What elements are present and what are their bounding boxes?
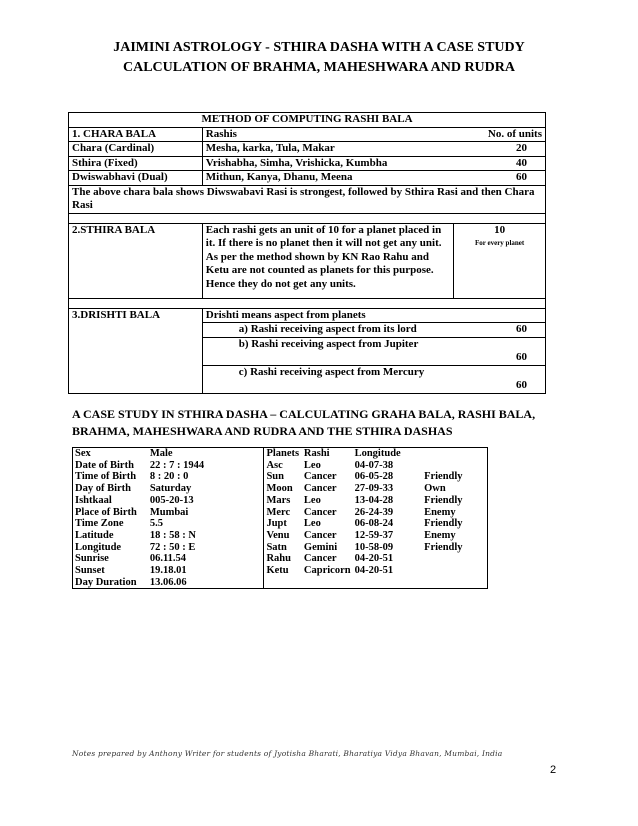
rashi-units: 20 (454, 142, 546, 157)
table-row (73, 460, 488, 472)
table-row (69, 298, 546, 308)
planet-name: Mars (264, 495, 302, 507)
planet-longitude: 04-20-51 (354, 565, 394, 577)
planets-header: Planets (264, 448, 302, 460)
table-row (73, 530, 488, 542)
birth-key: Longitude (75, 541, 122, 553)
birth-value: 005-20-13 (149, 494, 194, 506)
table-row (69, 156, 546, 171)
drishti-bala-intro: Drishti means aspect from planets (202, 308, 545, 323)
planet-longitude: 12-59-37 (354, 529, 394, 541)
sthira-bala-label: 2.STHIRA BALA (69, 223, 203, 298)
planet-longitude: 06-05-28 (354, 471, 394, 483)
table-row (73, 518, 488, 530)
planet-name: Venu (264, 530, 302, 542)
birth-key: Date of Birth (75, 459, 134, 471)
sthira-bala-units: 10 (494, 223, 506, 236)
table-row (69, 142, 546, 157)
sthira-bala-units-cell (454, 223, 546, 298)
planet-longitude: 27-09-33 (354, 483, 394, 495)
table-row (69, 113, 546, 128)
rashi-type: Dwiswabhavi (Dual) (69, 171, 203, 186)
table-row (69, 223, 546, 298)
table-row (69, 185, 546, 213)
planet-name: Moon (264, 483, 302, 495)
birth-key: Sex (75, 448, 91, 459)
planet-longitude: 10-58-09 (354, 541, 394, 553)
planet-status: Friendly (424, 494, 463, 506)
birth-key: Latitude (75, 529, 114, 541)
birth-value: 8 : 20 : 0 (149, 471, 189, 483)
drishti-item-units: 60 (454, 365, 546, 393)
drishti-item: a) Rashi receiving aspect from its lord (202, 323, 453, 338)
planet-rashi: Gemini (303, 541, 338, 553)
planet-longitude: 04-20-51 (354, 553, 394, 565)
planet-rashi: Capricorn (303, 565, 351, 577)
case-study-title: A CASE STUDY IN STHIRA DASHA – CALCULATING GRAHA BALA, RASHI BALA, BRAHMA, MAHESHWARA AND RUDRA AND THE STHIRA DASHAS (72, 407, 536, 438)
planet-rashi: Leo (303, 459, 321, 471)
rashi-bala-heading: METHOD OF COMPUTING RASHI BALA (69, 113, 546, 128)
planet-rashi: Cancer (303, 483, 337, 495)
planet-status (422, 553, 487, 565)
table-row (73, 565, 488, 577)
rashis-column-header: Rashis (202, 127, 453, 142)
planet-name: Rahu (264, 553, 302, 565)
units-column-header: No. of units (454, 127, 546, 142)
rashi-type: Sthira (Fixed) (69, 156, 203, 171)
chara-bala-note: The above chara bala shows Diwswabavi Rasi is strongest, followed by Sthira Rasi and then Chara Rasi (69, 185, 546, 213)
sthira-bala-text: Each rashi gets an unit of 10 for a planet placed in it. If there is no planet then it will not get any unit. As per the method shown by KN Rao Rahu and Ketu are not counted as planets for this purpose. Hence they do not get any units. (202, 223, 453, 298)
drishti-item: c) Rashi receiving aspect from Mercury (202, 365, 453, 393)
birth-value: 13.06.06 (149, 576, 187, 588)
table-row (73, 577, 488, 589)
birth-key: Day of Birth (75, 483, 131, 495)
birth-key: Sunrise (75, 553, 109, 565)
planet-status (422, 460, 487, 472)
birth-value: 22 : 7 : 1944 (149, 459, 205, 471)
drishti-item-units: 60 (454, 337, 546, 365)
birth-key: Time of Birth (75, 471, 137, 483)
planet-rashi: Cancer (303, 471, 337, 483)
planet-longitude: 06-08-24 (354, 518, 394, 530)
planet-status: Own (424, 483, 446, 495)
table-row (69, 365, 546, 393)
table-row (69, 127, 546, 142)
rashi-units: 60 (454, 171, 546, 186)
rashi-type: Chara (Cardinal) (69, 142, 203, 157)
birth-key: Time Zone (75, 518, 124, 530)
planet-status (422, 565, 487, 577)
planet-longitude: 26-24-39 (354, 506, 394, 518)
planet-name: Satn (264, 542, 302, 554)
table-row (69, 323, 546, 338)
planet-name: Sun (264, 471, 302, 483)
planet-longitude: 13-04-28 (354, 494, 394, 506)
birth-key: Sunset (75, 565, 105, 577)
table-row (69, 308, 546, 323)
birth-key: Place of Birth (75, 506, 137, 518)
page-number: 2 (550, 764, 557, 776)
planet-rashi: Cancer (303, 553, 337, 565)
table-row (73, 553, 488, 565)
sthira-bala-units-note: For every planet (474, 239, 525, 247)
drishti-item-units: 60 (454, 323, 546, 338)
planet-name: Ketu (264, 565, 302, 577)
planet-longitude: 04-07-38 (354, 459, 394, 471)
birth-value: 72 : 50 : E (149, 541, 196, 553)
title-line-1: JAIMINI ASTROLOGY - STHIRA DASHA WITH A CASE STUDY (113, 40, 525, 55)
table-row (73, 507, 488, 519)
title-line-2: CALCULATION OF BRAHMA, MAHESHWARA AND RUDRA (122, 60, 515, 75)
planet-rashi: Cancer (303, 529, 337, 541)
table-row (69, 171, 546, 186)
birth-value: 19.18.01 (149, 565, 187, 577)
planet-status: Friendly (424, 541, 463, 553)
table-row (73, 495, 488, 507)
planet-status: Enemy (424, 506, 456, 518)
chara-bala-label: 1. CHARA BALA (69, 127, 203, 142)
birth-value: Mumbai (149, 506, 189, 518)
birth-value: 5.5 (149, 518, 163, 530)
planet-rashi: Leo (303, 494, 321, 506)
birth-value: Saturday (149, 483, 192, 495)
planet-name: Merc (264, 507, 302, 519)
drishti-item: b) Rashi receiving aspect from Jupiter (202, 337, 453, 365)
birth-value: 06.11.54 (149, 553, 186, 565)
rashi-names: Vrishabha, Simha, Vrishicka, Kumbha (202, 156, 453, 171)
table-row (73, 483, 488, 495)
table-row (69, 337, 546, 365)
longitude-header: Longitude (354, 448, 401, 459)
birth-key: Ishtkaal (75, 494, 112, 506)
table-row (73, 448, 488, 460)
planet-name: Jupt (264, 518, 302, 530)
table-row (73, 471, 488, 483)
birth-value: Male (149, 448, 173, 459)
rashi-names: Mithun, Kanya, Dhanu, Meena (202, 171, 453, 186)
rashi-names: Mesha, karka, Tula, Makar (202, 142, 453, 157)
footer-note: Notes prepared by Anthony Writer for students of Jyotisha Bharati, Bharatiya Vidya Bhavan, Mumbai, India (72, 749, 503, 758)
table-row (73, 542, 488, 554)
planet-status: Friendly (424, 471, 463, 483)
planet-status: Enemy (424, 529, 456, 541)
planet-name: Asc (264, 460, 302, 472)
rashi-header: Rashi (303, 448, 330, 459)
birth-key: Day Duration (75, 576, 137, 588)
planet-rashi: Leo (303, 518, 321, 530)
document-title (0, 38, 638, 78)
planet-status: Friendly (424, 518, 463, 530)
table-row (69, 213, 546, 223)
rashi-units: 40 (454, 156, 546, 171)
drishti-bala-label: 3.DRISHTI BALA (72, 308, 161, 321)
planet-rashi: Cancer (303, 506, 337, 518)
rashi-bala-table (68, 112, 546, 394)
case-study-table (72, 447, 488, 589)
birth-value: 18 : 58 : N (149, 529, 196, 541)
